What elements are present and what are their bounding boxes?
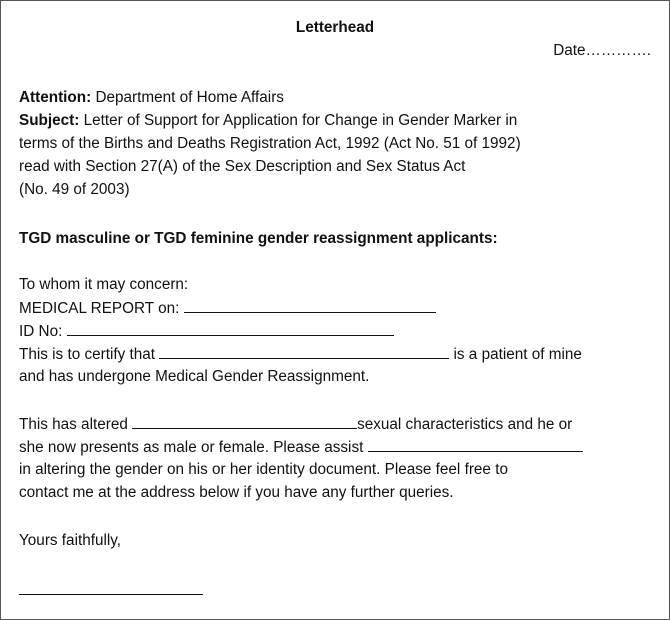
letterhead-title: Letterhead: [295, 19, 375, 36]
medical-report-line: MEDICAL REPORT on:: [19, 298, 436, 319]
date-field: Date………….: [553, 42, 651, 59]
section-heading: TGD masculine or TGD feminine gender reassignment applicants:: [19, 230, 498, 247]
attention-line: Attention: Department of Home Affairs: [19, 89, 284, 106]
closing: Yours faithfully,: [19, 532, 122, 549]
body-line-3: in altering the gender on his or her identity document. Please feel free to: [19, 461, 508, 478]
certify-name-blank: [159, 344, 449, 359]
id-number-blank: [67, 321, 394, 336]
patient-name-blank: [184, 298, 436, 313]
altered-name-blank: [132, 414, 357, 429]
signature-line: [19, 594, 203, 595]
subject-line-3: read with Section 27(A) of the Sex Description and Sex Status Act: [19, 158, 466, 175]
certify-line-2: and has undergone Medical Gender Reassignment.: [19, 368, 370, 385]
subject-line-2: terms of the Births and Deaths Registration Act, 1992 (Act No. 51 of 1992): [19, 135, 521, 152]
greeting: To whom it may concern:: [19, 276, 189, 293]
altered-line: This has altered sexual characteristics and he or: [19, 416, 573, 433]
assist-name-blank: [368, 437, 583, 452]
body-line-4: contact me at the address below if you have any further queries.: [19, 484, 454, 501]
subject-line-1: Subject: Letter of Support for Application for Change in Gender Marker in: [19, 112, 518, 129]
subject-line-4: (No. 49 of 2003): [19, 181, 130, 198]
id-line: ID No:: [19, 321, 394, 342]
assist-line: she now presents as male or female. Please assist: [19, 437, 583, 458]
certify-line: This is to certify that is a patient of mine: [19, 346, 582, 363]
